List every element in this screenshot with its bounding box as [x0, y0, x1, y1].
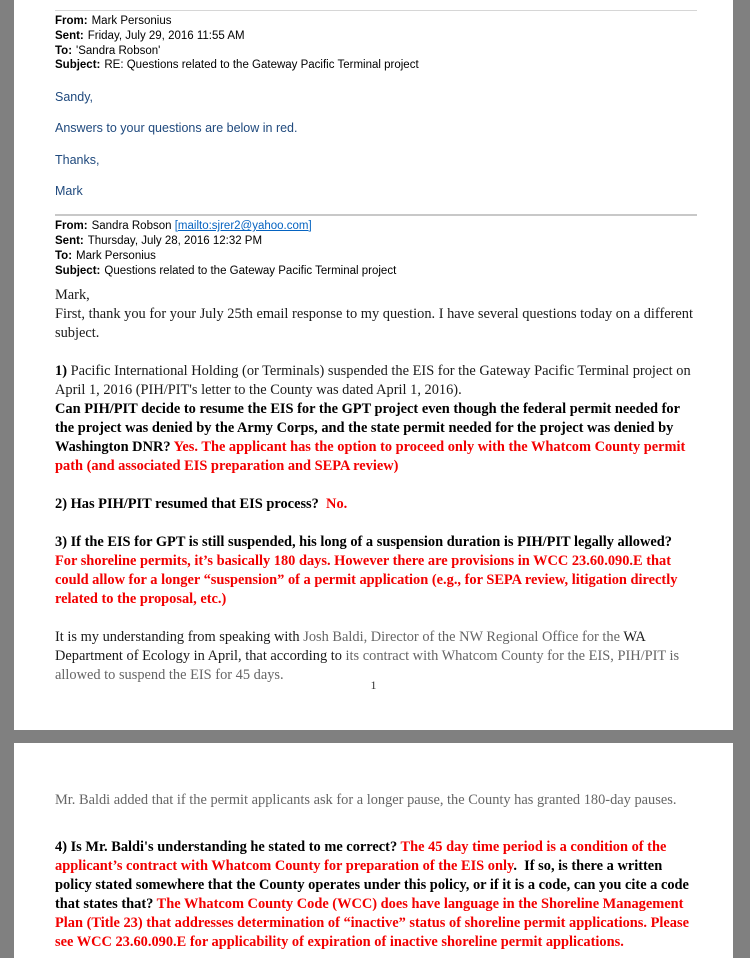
answer-1-red: Yes. The applicant has the option to proceed only with the Whatcom County permit path (and associated EIS preparation and SEPA review) — [55, 439, 689, 475]
question-4-bold-2: . If so, is there a written policy stated somewhere that the County operates under this policy, or if it is a code, can you cite a code that states that? — [55, 858, 693, 912]
header-divider-quoted — [55, 214, 697, 216]
segment-gray-2: its contract with Whatcom County for the EIS, PIH/PIT is allowed to suspend the EIS for 45 days. — [55, 648, 683, 684]
to-label: To: — [55, 249, 73, 262]
segment-black-2: WA Department of Ecology in April, that according to — [55, 629, 649, 665]
header-sent-line — [55, 234, 697, 249]
header-to-line — [55, 44, 697, 59]
header-divider-top — [55, 10, 697, 11]
subject-value: RE: Questions related to the Gateway Pacific Terminal project — [104, 59, 419, 72]
baldi-paragraph: Mr. Baldi added that if the permit applicants ask for a longer pause, the County has granted 180-day pauses. — [55, 792, 677, 808]
email-header-reply — [55, 14, 697, 73]
header-to-line — [55, 249, 697, 264]
bracket-open: [ — [174, 220, 178, 233]
question-4-bold-1: 4) Is Mr. Baldi's understanding he stated to me correct? — [55, 839, 401, 855]
sent-label: Sent: — [55, 234, 84, 247]
question-1-number: 1) — [55, 363, 67, 380]
from-value: Sandra Robson — [91, 220, 175, 233]
subject-label: Subject: — [55, 59, 101, 72]
segment-gray-1: Josh Baldi, Director of the NW Regional Office for the — [303, 629, 624, 646]
bracket-close: ] — [308, 220, 312, 233]
to-value: Mark Personius — [76, 249, 156, 262]
mailto-link[interactable]: mailto:sjrer2@yahoo.com — [177, 220, 309, 233]
question-1-qa — [55, 400, 697, 476]
answer-4-red-1: The 45 day time period is a condition of the applicant’s contract with Whatcom County for preparation of the EIS only — [55, 839, 670, 874]
answer-2-red: No. — [326, 496, 348, 513]
reply-signature: Mark — [55, 184, 83, 199]
question-1-text: Pacific International Holding (or Terminals) suspended the EIS for the Gateway Pacific Terminal project on April 1, 2016 (PIH/PIT's letter to the County was dated April 1, 2016). — [55, 363, 694, 399]
from-label: From: — [55, 15, 88, 27]
answer-3-red: For shoreline permits, it’s basically 180 days. However there are provisions in WCC 23.60.090.E that could allow for a longer “suspension” of a permit application (e.g., for SEPA review, litigation directly related to the proposal, etc.) — [55, 553, 682, 608]
to-label: To: — [55, 44, 73, 57]
page-1 — [14, 0, 733, 730]
subject-label: Subject: — [55, 264, 101, 277]
question-3-block — [55, 533, 697, 609]
header-from-line — [55, 14, 697, 29]
question-3-bold: 3) If the EIS for GPT is still suspended, his long of a suspension duration is PIH/PIT legally allowed? — [55, 534, 676, 551]
sent-value: Thursday, July 28, 2016 12:32 PM — [87, 234, 263, 247]
from-value: Mark Personius — [91, 15, 172, 27]
question-1-statement — [55, 362, 697, 400]
header-subject-line — [55, 58, 697, 73]
question-1-bold: Can PIH/PIT decide to resume the EIS for the GPT project even though the federal permit needed for the project was denied by the Army Corps, and the state permit needed for the project was denied by Washington DNR? — [55, 401, 684, 456]
header-from-line — [55, 219, 697, 234]
to-value: 'Sandra Robson' — [76, 44, 161, 57]
body-salutation: Mark, — [55, 287, 90, 304]
sent-label: Sent: — [55, 29, 84, 42]
from-label: From: — [55, 220, 88, 233]
sent-value: Friday, July 29, 2016 11:55 AM — [87, 29, 245, 42]
page-separator — [0, 730, 750, 743]
segment-black-1: It is my understanding from speaking with — [55, 629, 304, 646]
question-1-block — [55, 362, 697, 476]
header-sent-line — [55, 29, 697, 44]
email-header-original — [55, 219, 697, 278]
question-2-block — [55, 495, 697, 514]
understanding-paragraph — [55, 628, 697, 685]
body-intro: First, thank you for your July 25th email response to my question. I have several questions today on a different subject. — [55, 306, 693, 342]
subject-value: Questions related to the Gateway Pacific Terminal project — [104, 264, 397, 277]
reply-closing: Thanks, — [55, 152, 100, 167]
header-subject-line — [55, 264, 697, 279]
question-2-bold: 2) Has PIH/PIT resumed that EIS process? — [55, 496, 327, 513]
page-number: 1 — [370, 678, 377, 692]
page-2 — [14, 743, 733, 958]
answer-4-red-2: The Whatcom County Code (WCC) does have language in the Shoreline Management Plan (Title 23) that addresses determination of “inactive” status of shoreline permit applications. Please see WCC 23.60.090.E for applicability of expiration of inactive shoreline permit applications. — [55, 896, 693, 950]
reply-greeting: Sandy, — [55, 89, 93, 104]
question-4-block — [55, 838, 697, 952]
reply-body: Answers to your questions are below in red. — [55, 121, 298, 136]
